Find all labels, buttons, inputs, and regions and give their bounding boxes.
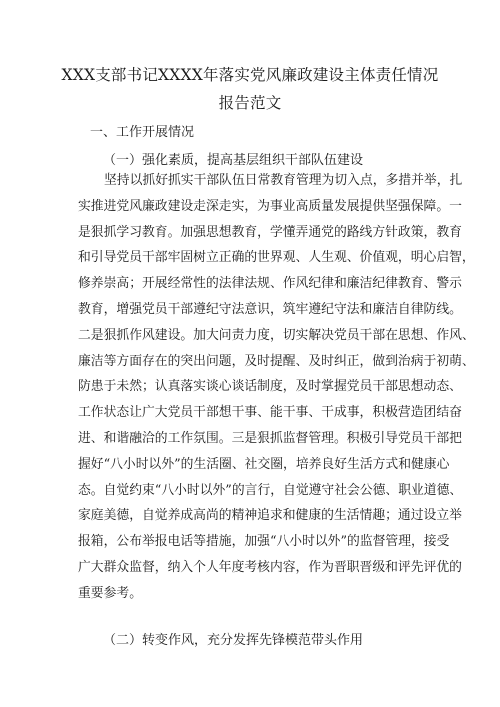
body-paragraph [78,168,475,607]
paragraph-line: 修养崇高；开展经常性的法律法规、作风纪律和廉洁纪律教育、警示 [78,276,462,292]
paragraph-line: 实推进党风廉政建设走深走实，为事业高质量发展提供坚强保障。一 [78,198,462,214]
paragraph-line: 二是狠抓作风建设。加大问责力度，切实解决党员干部在思想、作风、 [78,327,475,343]
paragraph-line: 工作状态让广大党员干部想干事、能干事、干成事，积极营造团结奋 [78,405,462,421]
subsection-heading-change-style: （二）转变作风，充分发挥先锋模范带头作用 [103,633,364,648]
paragraph-line: 态。自觉约束“八小时以外”的言行，自觉遵守社会公德、职业道德、 [78,482,463,498]
paragraph-line: 进、和谐融洽的工作氛围。三是狠抓监督管理。积极引导党员干部把 [78,430,462,446]
paragraph-line: 和引导党员干部牢固树立正确的世界观、人生观、价值观，明心启智， [78,250,475,266]
paragraph-line: 廉洁等方面存在的突出问题，及时提醒、及时纠正，做到治病于初萌、 [78,353,475,369]
subsection-heading-strengthen-quality: （一）强化素质，提高基层组织干部队伍建设 [103,153,364,168]
paragraph-line: 坚持以抓好抓实干部队伍日常教育管理为切入点，多措并举，扎 [104,173,463,188]
paragraph-line: 报箱，公布举报电话等措施，加强“八小时以外”的监督管理，接受 [78,534,450,550]
document-title-line-2: 报告范文 [218,94,282,112]
paragraph-line: 教育，增强党员干部遵纪守法意识，筑牢遵纪守法和廉洁自律防线。 [78,301,462,317]
paragraph-line: 重要参考。 [78,585,142,601]
paragraph-line: 广大群众监督，纳入个人年度考核内容，作为晋职晋级和评先评优的 [78,559,462,575]
paragraph-line: 防患于未然；认真落实谈心谈话制度，及时掌握党员干部思想动态、 [78,379,462,395]
paragraph-line: 是狠抓学习教育。加强思想教育，学懂弄通党的路线方针政策，教育 [78,224,462,240]
section-heading-work-status: 一、工作开展情况 [90,125,195,140]
document-title-line-1: XXX支部书记XXXX年落实党风廉政建设主体责任情况 [61,66,439,84]
paragraph-line: 握好“八小时以外”的生活圈、社交圈，培养良好生活方式和健康心 [78,456,450,472]
paragraph-line: 家庭美德，自觉养成高尚的精神追求和健康的生活情趣；通过设立举 [78,508,462,524]
